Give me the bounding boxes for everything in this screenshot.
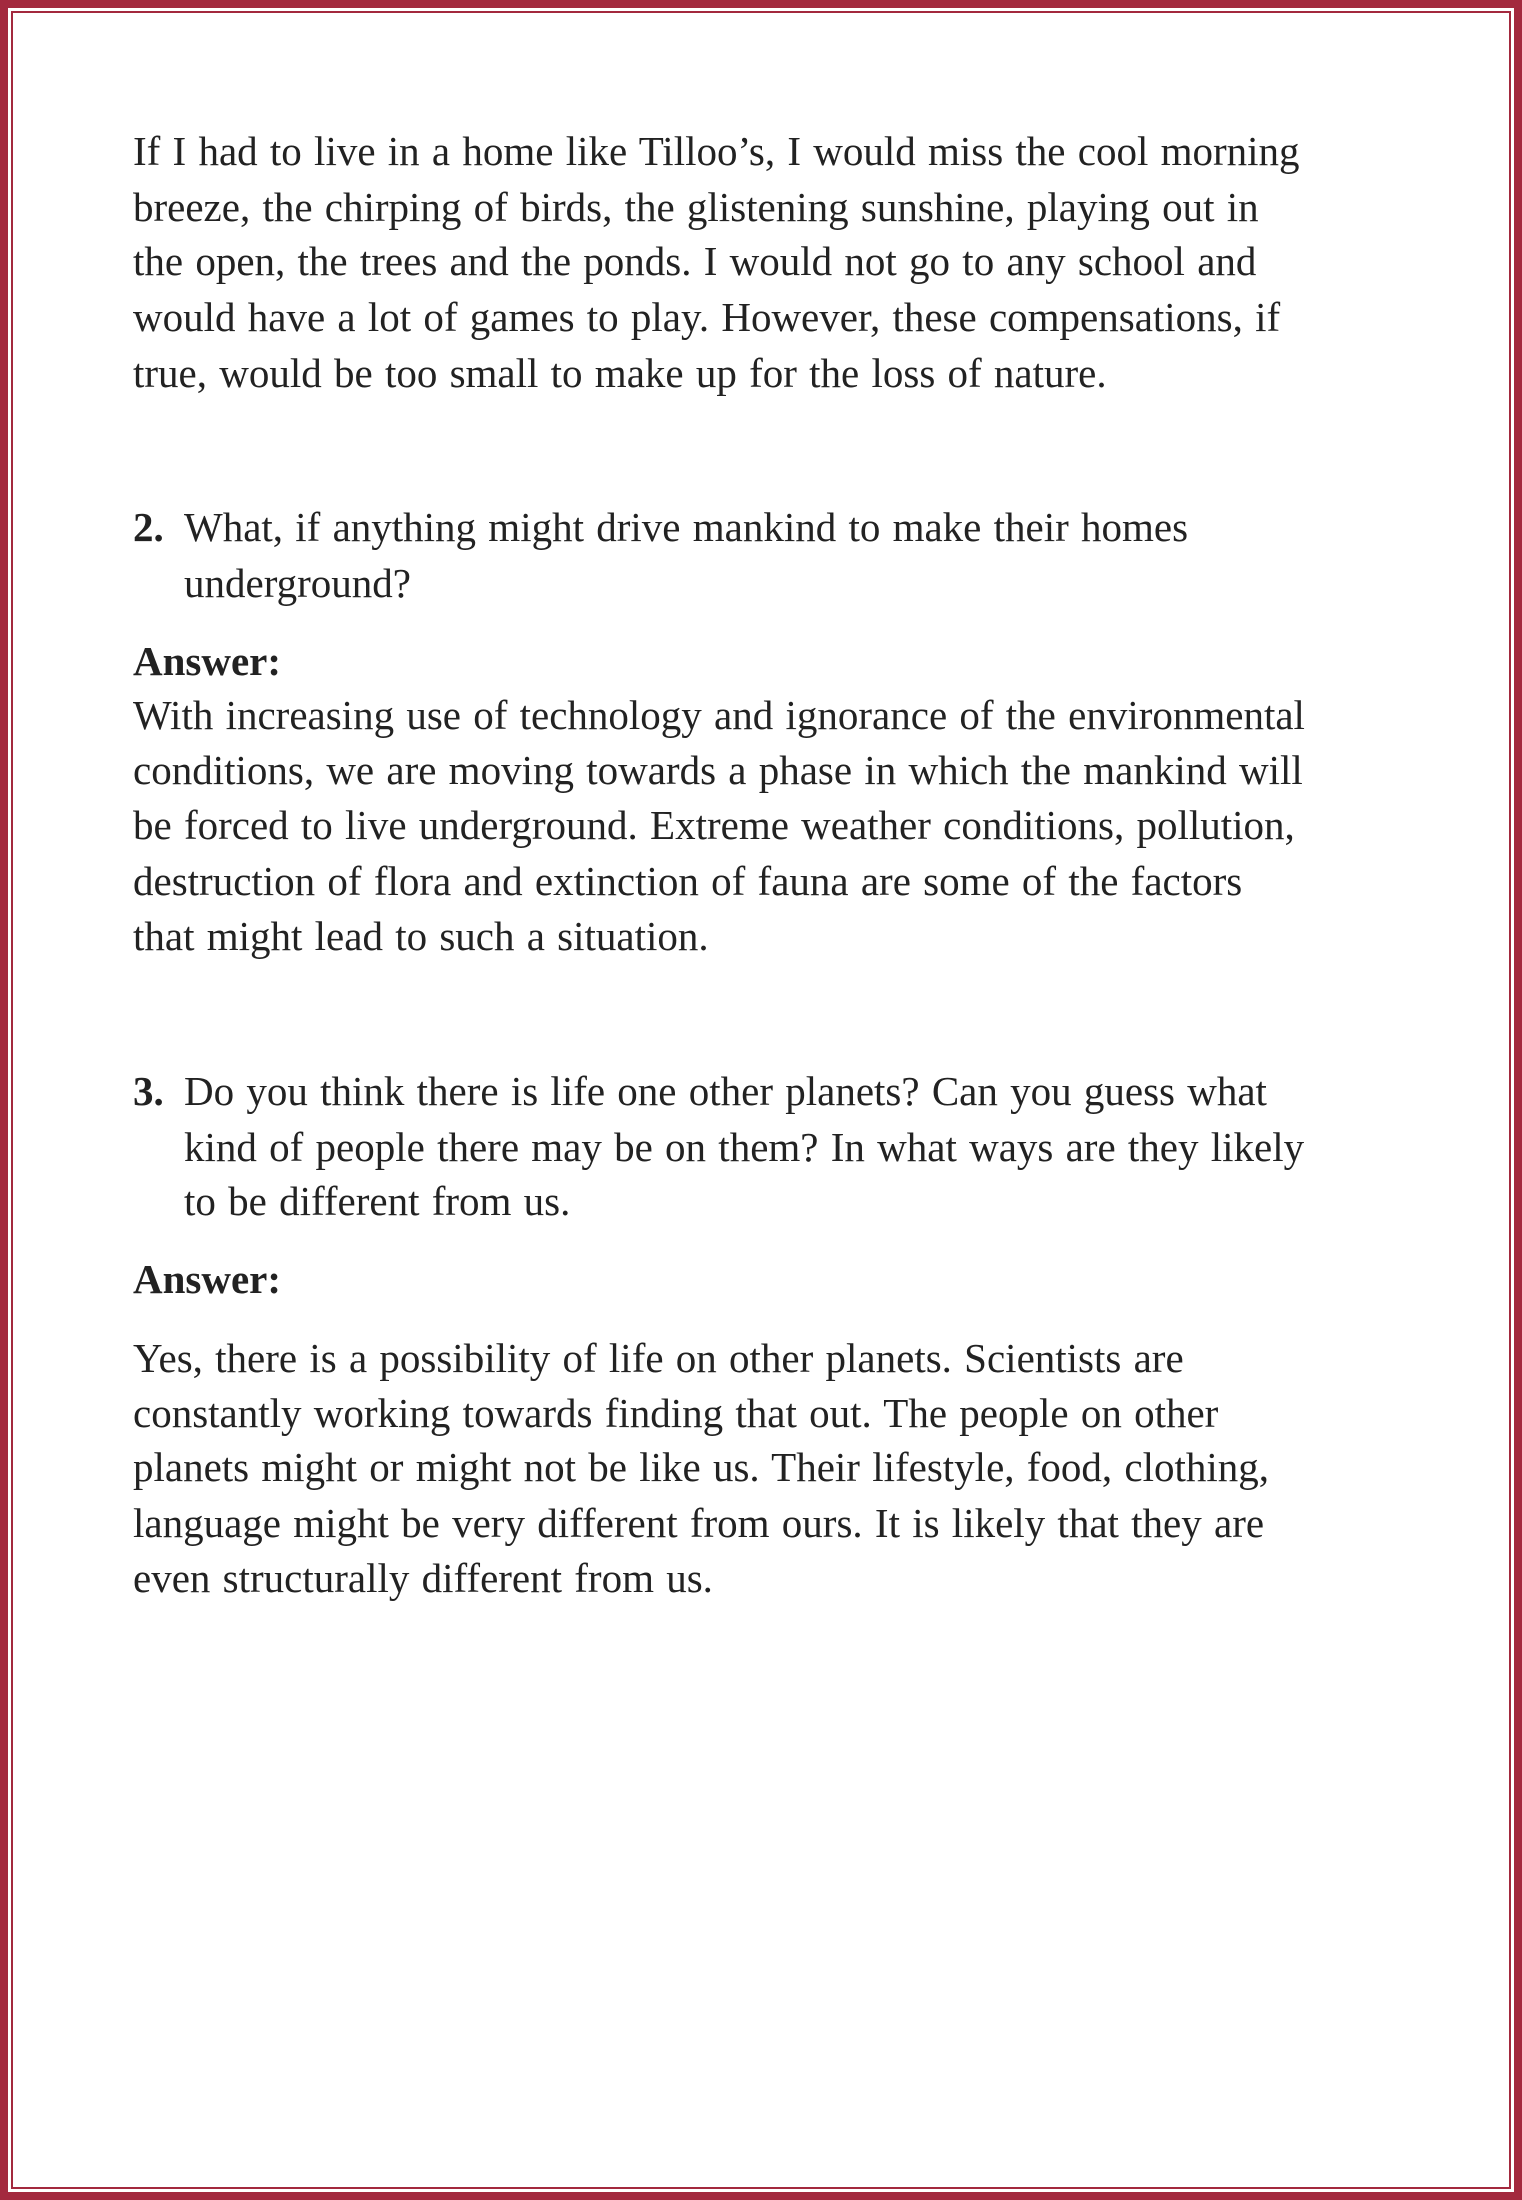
answer1-line: breeze, the chirping of birds, the glistening sunshine, playing out in: [133, 184, 1259, 230]
question2-number: 2.: [133, 504, 164, 550]
answer2-line: be forced to live underground. Extreme weather conditions, pollution,: [133, 802, 1295, 848]
answer3-line: planets might or might not be like us. Their lifestyle, food, clothing,: [133, 1444, 1270, 1490]
answer3-label: Answer:: [133, 1256, 282, 1302]
question2-line: What, if anything might drive mankind to make their homes: [184, 504, 1189, 550]
question2-line: underground?: [184, 560, 411, 606]
answer1-line: If I had to live in a home like Tilloo’s, I would miss the cool morning: [133, 128, 1300, 174]
answer3-line: Yes, there is a possibility of life on other planets. Scientists are: [133, 1335, 1184, 1381]
answer3-line: constantly working towards finding that out. The people on other: [133, 1390, 1219, 1436]
question3-line: Do you think there is life one other planets? Can you guess what: [184, 1068, 1267, 1114]
answer2-line: conditions, we are moving towards a phase in which the mankind will: [133, 747, 1303, 793]
answer1-line: the open, the trees and the ponds. I would not go to any school and: [133, 238, 1257, 284]
answer2-label: Answer:: [133, 638, 282, 684]
answer2-line: With increasing use of technology and ignorance of the environmental: [133, 692, 1305, 738]
answer3-line: even structurally different from us.: [133, 1555, 713, 1601]
question3-number: 3.: [133, 1068, 164, 1114]
answer1-line: true, would be too small to make up for the loss of nature.: [133, 350, 1107, 396]
answer2-line: that might lead to such a situation.: [133, 913, 709, 959]
answer1-line: would have a lot of games to play. However, these compensations, if: [133, 294, 1281, 340]
question3-line: kind of people there may be on them? In what ways are they likely: [184, 1124, 1305, 1170]
question3-line: to be different from us.: [184, 1178, 571, 1224]
answer2-line: destruction of flora and extinction of fauna are some of the factors: [133, 858, 1243, 904]
answer3-line: language might be very different from ours. It is likely that they are: [133, 1500, 1265, 1546]
